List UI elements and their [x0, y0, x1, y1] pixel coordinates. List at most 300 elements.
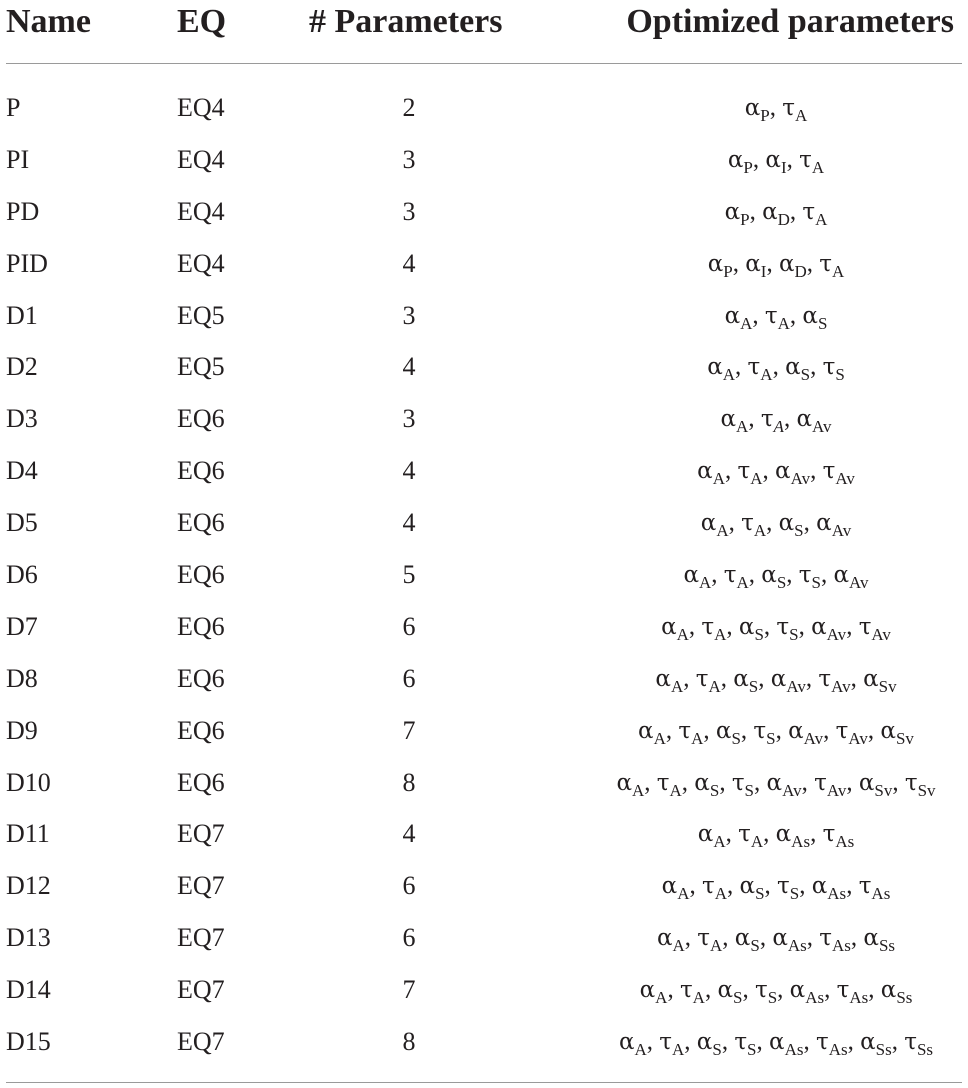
parameter-subscript: A [712, 469, 725, 489]
parameter-term [760, 405, 784, 437]
parameter-subscript: I [780, 157, 787, 177]
parameter-term [785, 353, 811, 385]
parameter-subscript: S [776, 573, 787, 593]
parameter-term [818, 665, 851, 696]
row-eq: EQ6 [177, 611, 225, 641]
parameter-subscript: A [632, 780, 645, 800]
parameter-subscript: A [672, 936, 685, 956]
row-optimized-parameters [588, 601, 964, 655]
parameter-term [766, 769, 802, 800]
row-eq: EQ6 [177, 508, 225, 538]
parameter-subscript: S [789, 884, 800, 904]
parameter-term [822, 820, 855, 852]
parameter-term [789, 976, 825, 1008]
parameter-term [734, 1028, 757, 1060]
parameter-symbol: α [655, 665, 671, 692]
parameter-term [696, 1028, 722, 1060]
param-separator: , [752, 301, 765, 329]
param-separator: , [764, 872, 778, 900]
param-separator: , [805, 664, 819, 692]
row-eq: EQ6 [177, 456, 225, 486]
header-rule [6, 63, 962, 64]
parameter-symbol: α [707, 250, 724, 277]
parameter-term [715, 717, 741, 748]
parameter-subscript: A [670, 676, 684, 696]
row-name: PID [6, 248, 48, 278]
parameter-symbol: α [639, 977, 656, 1004]
param-separator: , [732, 249, 746, 277]
table-header [0, 0, 968, 50]
table-row [0, 238, 968, 290]
parameter-symbol: τ [679, 977, 693, 1004]
parameter-subscript: A [634, 1040, 647, 1060]
parameter-subscript: S [744, 780, 755, 800]
parameter-symbol: τ [836, 977, 850, 1004]
row-optimized-parameters [588, 964, 964, 1018]
parameter-term [753, 717, 776, 748]
row-parameter-count: 3 [402, 300, 416, 330]
param-separator: , [721, 1028, 735, 1056]
row-parameter-count: 4 [402, 352, 416, 382]
parameter-term [695, 665, 721, 696]
row-eq: EQ7 [177, 923, 225, 953]
parameter-subscript: A [698, 573, 712, 593]
header-eq: EQ [177, 3, 227, 40]
table-row [0, 601, 968, 653]
parameter-symbol: α [833, 562, 850, 589]
parameter-subscript: A [714, 624, 727, 644]
row-name: D7 [6, 611, 38, 641]
row-eq: EQ6 [177, 663, 225, 693]
parameter-symbol: α [863, 925, 879, 952]
parameter-subscript: Av [826, 624, 847, 644]
parameter-symbol: α [733, 665, 749, 692]
parameter-subscript: S [817, 313, 828, 333]
row-eq: EQ6 [177, 404, 225, 434]
parameter-subscript: Av [811, 417, 832, 437]
row-eq: EQ4 [177, 248, 225, 278]
param-separator: , [868, 976, 881, 1004]
row-parameter-count: 6 [402, 923, 416, 953]
param-separator: , [769, 94, 783, 121]
parameter-term [727, 146, 753, 177]
parameter-term [745, 250, 767, 281]
row-name: D4 [6, 456, 38, 486]
parameter-subscript: A [750, 469, 763, 489]
param-separator: , [806, 924, 820, 952]
parameter-symbol: τ [723, 562, 737, 589]
row-eq: EQ4 [177, 144, 225, 174]
parameter-term [819, 250, 845, 281]
parameter-term [738, 820, 764, 852]
parameter-term [655, 665, 684, 696]
parameter-subscript: A [740, 313, 753, 333]
header-optimized-parameters: Optimized parameters [626, 3, 954, 40]
row-optimized-parameters [588, 290, 964, 344]
param-separator: , [735, 353, 748, 381]
table-row [0, 549, 968, 601]
parameter-term [904, 1028, 934, 1060]
parameter-subscript: A [676, 624, 689, 644]
row-optimized-parameters [588, 186, 964, 240]
row-eq: EQ7 [177, 871, 225, 901]
table-row [0, 808, 968, 860]
parameter-symbol: α [796, 406, 812, 433]
row-optimized-parameters [588, 757, 964, 811]
parameter-term [761, 561, 787, 593]
parameter-term [788, 717, 824, 748]
parameter-term [858, 872, 891, 904]
parameter-symbol: τ [678, 717, 692, 744]
row-parameter-count: 4 [402, 508, 416, 538]
row-name: D5 [6, 508, 38, 538]
parameter-subscript: S [754, 624, 764, 644]
parameter-term [678, 717, 704, 748]
parameter-subscript: S [731, 728, 741, 748]
bottom-rule [6, 1082, 962, 1083]
parameter-term [778, 250, 807, 281]
parameter-subscript: Sv [917, 780, 936, 800]
row-parameter-count: 8 [402, 1027, 416, 1057]
row-parameter-count: 6 [402, 871, 416, 901]
parameter-term [819, 924, 851, 956]
row-optimized-parameters [588, 82, 964, 136]
table-row [0, 290, 968, 342]
parameter-symbol: τ [701, 613, 715, 640]
parameter-symbol: α [638, 717, 654, 744]
parameter-subscript: D [777, 209, 790, 229]
parameter-term [683, 561, 712, 593]
parameter-symbol: τ [731, 769, 745, 796]
parameter-term [772, 924, 807, 956]
parameter-term [659, 1028, 685, 1060]
parameter-symbol: τ [734, 1029, 748, 1056]
parameter-term [618, 1028, 647, 1060]
parameter-term [776, 613, 799, 644]
parameter-subscript: A [669, 780, 682, 800]
param-separator: , [892, 768, 905, 796]
parameter-term [734, 924, 760, 956]
parameter-symbol: α [744, 95, 761, 121]
row-eq: EQ6 [177, 767, 225, 797]
parameter-term [833, 561, 869, 593]
row-parameter-count: 4 [402, 819, 416, 849]
parameter-term [720, 405, 749, 437]
parameter-symbol: τ [802, 198, 816, 225]
row-optimized-parameters [588, 653, 964, 707]
param-separator: , [850, 924, 864, 952]
parameter-term [799, 146, 825, 177]
parameter-subscript: A [753, 521, 767, 541]
parameter-subscript: S [755, 884, 765, 904]
parameter-symbol: τ [659, 1029, 673, 1056]
param-separator: , [703, 716, 716, 744]
parameter-term [835, 717, 868, 748]
parameter-term [707, 250, 733, 281]
row-name: D10 [6, 767, 51, 797]
param-separator: , [722, 924, 735, 952]
param-separator: , [810, 353, 823, 381]
param-separator: , [846, 768, 859, 796]
param-separator: , [711, 561, 724, 589]
parameter-subscript: A [722, 365, 736, 385]
parameter-subscript: Av [835, 469, 855, 489]
parameter-term [707, 353, 736, 385]
param-separator: , [667, 976, 680, 1004]
parameter-symbol: α [766, 769, 783, 796]
parameter-symbol: α [745, 250, 761, 277]
parameter-symbol: τ [798, 562, 812, 589]
row-parameter-count: 4 [402, 456, 416, 486]
row-name: D1 [6, 300, 38, 330]
parameter-symbol: α [761, 562, 777, 589]
parameter-subscript: A [713, 832, 726, 852]
parameter-term [764, 302, 790, 333]
parameter-symbol: α [769, 1029, 785, 1056]
parameter-subscript: A [815, 209, 828, 229]
table-row [0, 860, 968, 912]
parameter-term [814, 769, 847, 800]
parameter-symbol: α [661, 613, 677, 640]
table-row [0, 497, 968, 549]
parameter-symbol: τ [822, 821, 836, 848]
param-separator: , [786, 561, 799, 589]
parameter-term [724, 302, 753, 333]
parameter-symbol: α [696, 1029, 713, 1056]
parameter-symbol: τ [737, 458, 751, 485]
row-name: D13 [6, 923, 51, 953]
parameter-symbol: τ [799, 146, 812, 173]
parameter-subscript: A [655, 988, 668, 1008]
parameter-symbol: τ [760, 406, 774, 433]
parameter-subscript: As [805, 988, 825, 1008]
row-optimized-parameters [588, 445, 964, 499]
parameter-symbol: α [717, 977, 733, 1004]
parameter-term [733, 665, 759, 696]
parameter-term [816, 509, 852, 541]
parameter-symbol: α [858, 769, 875, 796]
parameter-symbol: α [697, 458, 713, 485]
parameter-term [796, 405, 832, 437]
parameter-subscript: Av [831, 676, 851, 696]
parameter-symbol: α [715, 717, 732, 744]
param-separator: , [748, 405, 761, 433]
parameter-subscript: As [832, 936, 851, 956]
parameter-symbol: α [734, 925, 751, 952]
parameter-term [697, 457, 725, 489]
row-name: P [6, 93, 21, 122]
parameter-subscript: A [672, 1040, 685, 1060]
parameter-subscript: A [714, 884, 728, 904]
parameter-subscript: S [747, 1040, 757, 1060]
parameter-symbol: τ [819, 925, 832, 952]
param-separator: , [766, 509, 779, 537]
row-parameter-count: 5 [402, 560, 416, 590]
parameter-term [702, 872, 728, 904]
row-parameter-count: 6 [402, 611, 416, 641]
parameter-subscript: A [736, 573, 749, 593]
parameter-term [822, 457, 855, 489]
parameter-subscript: A [653, 728, 666, 748]
parameter-term [656, 769, 682, 800]
parameter-subscript: A [736, 417, 749, 437]
parameter-term [811, 613, 847, 644]
parameter-symbol: τ [656, 769, 670, 796]
row-name: D3 [6, 404, 38, 434]
parameter-subscript: Sv [895, 728, 914, 748]
parameter-term [798, 561, 821, 593]
param-separator: , [775, 716, 789, 744]
parameter-subscript: Av [782, 780, 802, 800]
param-separator: , [646, 1028, 660, 1056]
row-optimized-parameters [588, 860, 964, 914]
parameter-symbol: τ [738, 821, 751, 848]
parameter-term [863, 924, 896, 956]
parameter-symbol: α [738, 613, 755, 640]
param-separator: , [821, 561, 834, 589]
parameter-term [802, 302, 828, 333]
param-separator: , [749, 197, 763, 225]
table-row [0, 341, 968, 393]
parameter-symbol: τ [782, 95, 795, 121]
parameter-symbol: τ [822, 354, 836, 381]
parameter-term [744, 94, 770, 125]
parameter-symbol: τ [835, 717, 849, 744]
parameter-subscript: S [748, 676, 759, 696]
parameter-subscript: As [784, 1040, 804, 1060]
parameter-subscript: As [849, 988, 869, 1008]
parameter-subscript: S [789, 624, 799, 644]
param-separator: , [803, 509, 817, 537]
row-eq: EQ6 [177, 715, 225, 745]
parameter-term [639, 976, 668, 1008]
parameter-subscript: As [791, 832, 811, 852]
row-eq: EQ5 [177, 352, 225, 382]
row-parameter-count: 4 [402, 248, 416, 278]
parameter-subscript: S [767, 988, 778, 1008]
parameter-subscript: Av [786, 676, 806, 696]
parameter-symbol: α [802, 302, 818, 329]
parameter-term [777, 872, 800, 904]
row-optimized-parameters [588, 705, 964, 759]
parameter-subscript: Av [831, 521, 852, 541]
parameter-subscript: Av [790, 469, 811, 489]
parameter-symbol: α [700, 510, 717, 537]
parameter-symbol: α [863, 665, 879, 692]
parameter-symbol: α [616, 769, 632, 796]
param-separator: , [727, 872, 740, 900]
parameter-symbol: τ [695, 665, 709, 692]
parameter-subscript: P [760, 106, 770, 125]
table-row [0, 445, 968, 497]
parameter-symbol: α [694, 769, 710, 796]
parameter-term [638, 717, 666, 748]
parameter-symbol: α [880, 717, 896, 744]
parameter-term [737, 457, 763, 489]
param-separator: , [806, 249, 820, 277]
row-name: D14 [6, 975, 51, 1005]
param-separator: , [801, 768, 815, 796]
table-body [0, 82, 968, 1068]
parameter-subscript: Sv [874, 780, 893, 800]
param-separator: , [720, 664, 734, 692]
param-separator: , [803, 1028, 816, 1056]
parameter-symbol: α [724, 302, 741, 329]
param-separator: , [810, 457, 823, 485]
parameter-symbol: α [772, 925, 788, 952]
row-name: D9 [6, 715, 38, 745]
parameter-symbol: α [727, 146, 744, 173]
param-separator: , [824, 976, 837, 1004]
parameter-term [775, 457, 811, 489]
parameter-subscript: S [835, 365, 845, 385]
param-separator: , [665, 716, 679, 744]
row-optimized-parameters [588, 393, 964, 447]
parameter-term [782, 94, 808, 125]
parameter-subscript: As [827, 884, 847, 904]
parameter-subscript: A [777, 313, 790, 333]
param-separator: , [740, 716, 754, 744]
parameter-term [880, 976, 913, 1008]
parameter-symbol: α [778, 510, 795, 537]
row-eq: EQ4 [177, 196, 225, 226]
parameter-symbol: α [770, 665, 787, 692]
parameter-subscript: A [691, 728, 704, 748]
parameter-term [836, 976, 869, 1008]
param-separator: , [684, 1028, 697, 1056]
parameter-symbol: α [724, 198, 741, 225]
parameter-subscript: A [716, 521, 729, 541]
parameter-symbol: α [656, 925, 673, 952]
parameter-subscript: S [766, 728, 776, 748]
param-separator: , [689, 872, 702, 900]
row-parameter-count: 3 [402, 196, 416, 226]
param-separator: , [725, 820, 739, 848]
parameter-term [661, 613, 689, 644]
row-parameter-count: 8 [402, 767, 416, 797]
parameter-term [858, 613, 891, 644]
parameter-subscript: Av [849, 573, 869, 593]
parameter-symbol: α [683, 562, 699, 589]
param-separator: , [789, 197, 803, 225]
table-row [0, 912, 968, 964]
parameter-term [858, 769, 893, 800]
parameter-symbol: α [789, 977, 806, 1004]
param-separator: , [772, 353, 786, 381]
parameter-subscript: Av [848, 728, 868, 748]
row-name: D11 [6, 819, 50, 849]
parameter-term [679, 976, 705, 1008]
parameter-symbol: α [618, 1029, 635, 1056]
parameter-subscript: S [794, 521, 804, 541]
table-row [0, 705, 968, 757]
parameter-subscript: A [760, 365, 773, 385]
parameter-subscript: S [800, 365, 811, 385]
parameter-subscript: As [835, 832, 855, 852]
param-separator: , [758, 664, 771, 692]
row-parameter-count: 6 [402, 663, 416, 693]
row-optimized-parameters [588, 341, 964, 395]
param-separator: , [786, 145, 800, 173]
parameter-subscript: Sv [878, 676, 897, 696]
parameter-term [717, 976, 743, 1008]
param-separator: , [798, 612, 812, 640]
parameter-symbol: α [720, 406, 737, 433]
parameter-symbol: τ [776, 613, 790, 640]
parameter-symbol: α [765, 146, 781, 173]
parameter-subscript: As [828, 1040, 848, 1060]
row-name: D2 [6, 352, 38, 382]
